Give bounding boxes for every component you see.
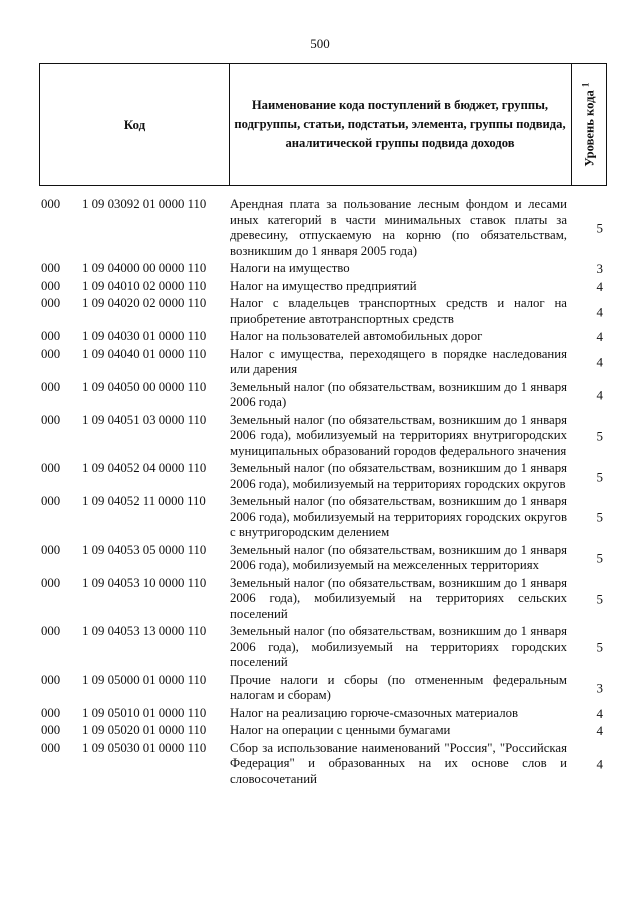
row-level: 5 [596,591,603,606]
row-budget-code: 1 09 05020 01 0000 110 [82,723,207,737]
row-level: 4 [596,756,603,771]
row-name: Земельный налог (по обязательствам, возникшим до 1 января 2006 года), мобилизуемый на территориях городских поселений [230,624,567,669]
row-budget-code: 1 09 03092 01 0000 110 [82,197,207,211]
header-level-footnote: 1 [580,82,591,87]
row-name: Налоги на имущество [230,261,350,275]
row-level: 4 [596,354,603,370]
table-body [39,197,607,789]
row-admin-code: 000 [41,412,61,427]
row-budget-code: 1 09 05030 01 0000 110 [82,740,207,755]
row-admin-code: 000 [41,278,61,293]
row-admin-code: 000 [41,575,61,590]
table-row [39,380,607,411]
table-row [39,261,607,277]
row-admin-code: 000 [41,261,61,275]
row-name: Сбор за использование наименований "Россия", "Российская Федерация" и образованных на их основе слов и словосочетаний [230,740,567,786]
table-row [39,706,607,722]
row-name: Налог на операции с ценными бумагами [230,723,451,737]
table-row [39,673,607,704]
row-budget-code: 1 09 04052 11 0000 110 [82,494,206,508]
table-row [39,576,607,623]
table-row [39,543,607,574]
row-budget-code: 1 09 04000 00 0000 110 [82,261,207,275]
row-budget-code: 1 09 04040 01 0000 110 [82,346,207,361]
row-level: 4 [596,723,603,738]
row-name: Арендная плата за пользование лесным фондом и лесами иных категорий в части минимальных ставок платы за древесину, отпускаемую на корню (по обязательствам, возникшим до 1 января 2005 года) [230,197,567,258]
row-budget-code: 1 09 04053 13 0000 110 [82,624,207,638]
row-level: 5 [596,509,603,525]
table-row [39,723,607,739]
row-admin-code: 000 [41,346,61,361]
row-name: Земельный налог (по обязательствам, возникшим до 1 января 2006 года) [230,379,567,409]
header-name: Наименование кода поступлений в бюджет, группы, подгруппы, статьи, подстатьи, элемента, группы подвида, аналитической группы подвида доходов [229,64,572,185]
row-level: 5 [596,639,603,655]
row-level: 4 [596,278,603,294]
table-row [39,741,607,788]
table-row [39,197,607,259]
row-name: Прочие налоги и сборы (по отмененным федеральным налогам и сборам) [230,672,567,702]
row-budget-code: 1 09 04053 10 0000 110 [82,575,207,590]
row-admin-code: 000 [41,494,61,508]
row-level: 4 [596,329,603,344]
row-admin-code: 000 [41,329,61,343]
table-row [39,347,607,378]
table-header [39,63,607,186]
header-level-cell [572,64,606,185]
row-budget-code: 1 09 04053 05 0000 110 [82,542,207,557]
table-row [39,413,607,460]
row-admin-code: 000 [41,672,61,687]
row-admin-code: 000 [41,461,61,475]
row-level: 3 [596,680,603,696]
row-level: 5 [596,550,603,566]
table-row [39,329,607,345]
row-admin-code: 000 [41,542,61,557]
row-level: 4 [596,303,603,319]
table-row [39,296,607,327]
row-name: Налог на имущество предприятий [230,278,417,293]
row-level: 5 [596,468,603,484]
row-level: 5 [596,428,603,443]
row-admin-code: 000 [41,624,61,638]
row-name: Налог на реализацию горюче-смазочных материалов [230,705,519,720]
table-row [39,624,607,671]
row-admin-code: 000 [41,296,61,310]
row-name: Налог с имущества, переходящего в порядке наследования или дарения [230,346,567,376]
row-name: Земельный налог (по обязательствам, возникшим до 1 января 2006 года), мобилизуемый на территориях сельских поселений [230,575,567,621]
row-budget-code: 1 09 04020 02 0000 110 [82,296,207,310]
header-code: Код [40,64,230,185]
row-level: 3 [596,261,603,276]
row-admin-code: 000 [41,740,61,755]
header-level [580,83,597,167]
table-row [39,461,607,492]
table-row [39,279,607,295]
row-budget-code: 1 09 04010 02 0000 110 [82,278,207,293]
row-level: 5 [596,220,603,236]
row-name: Земельный налог (по обязательствам, возникшим до 1 января 2006 года), мобилизуемый на территориях внутригородских муниципальных образований городов федерального значения [230,412,567,458]
row-name: Земельный налог (по обязательствам, возникшим до 1 января 2006 года), мобилизуемый на территориях городских округов с внутригородским делением [230,494,567,539]
row-level: 4 [596,705,603,721]
table-row [39,494,607,541]
row-budget-code: 1 09 04051 03 0000 110 [82,412,207,427]
row-name: Налог на пользователей автомобильных дорог [230,329,483,343]
row-name: Налог с владельцев транспортных средств и налог на приобретение автотранспортных средств [230,296,567,326]
row-budget-code: 1 09 04050 00 0000 110 [82,379,207,394]
row-level: 4 [596,387,603,403]
row-admin-code: 000 [41,197,61,211]
header-level-label: Уровень кода [582,90,597,167]
row-admin-code: 000 [41,379,61,394]
row-admin-code: 000 [41,723,61,737]
row-budget-code: 1 09 04030 01 0000 110 [82,329,207,343]
row-budget-code: 1 09 04052 04 0000 110 [82,461,207,475]
row-budget-code: 1 09 05010 01 0000 110 [82,705,207,720]
row-admin-code: 000 [41,705,61,720]
row-budget-code: 1 09 05000 01 0000 110 [82,672,207,687]
row-name: Земельный налог (по обязательствам, возникшим до 1 января 2006 года), мобилизуемый на территориях городских округов [230,461,567,491]
page-number: 500 [310,36,330,51]
row-name: Земельный налог (по обязательствам, возникшим до 1 января 2006 года), мобилизуемый на межселенных территориях [230,542,567,572]
